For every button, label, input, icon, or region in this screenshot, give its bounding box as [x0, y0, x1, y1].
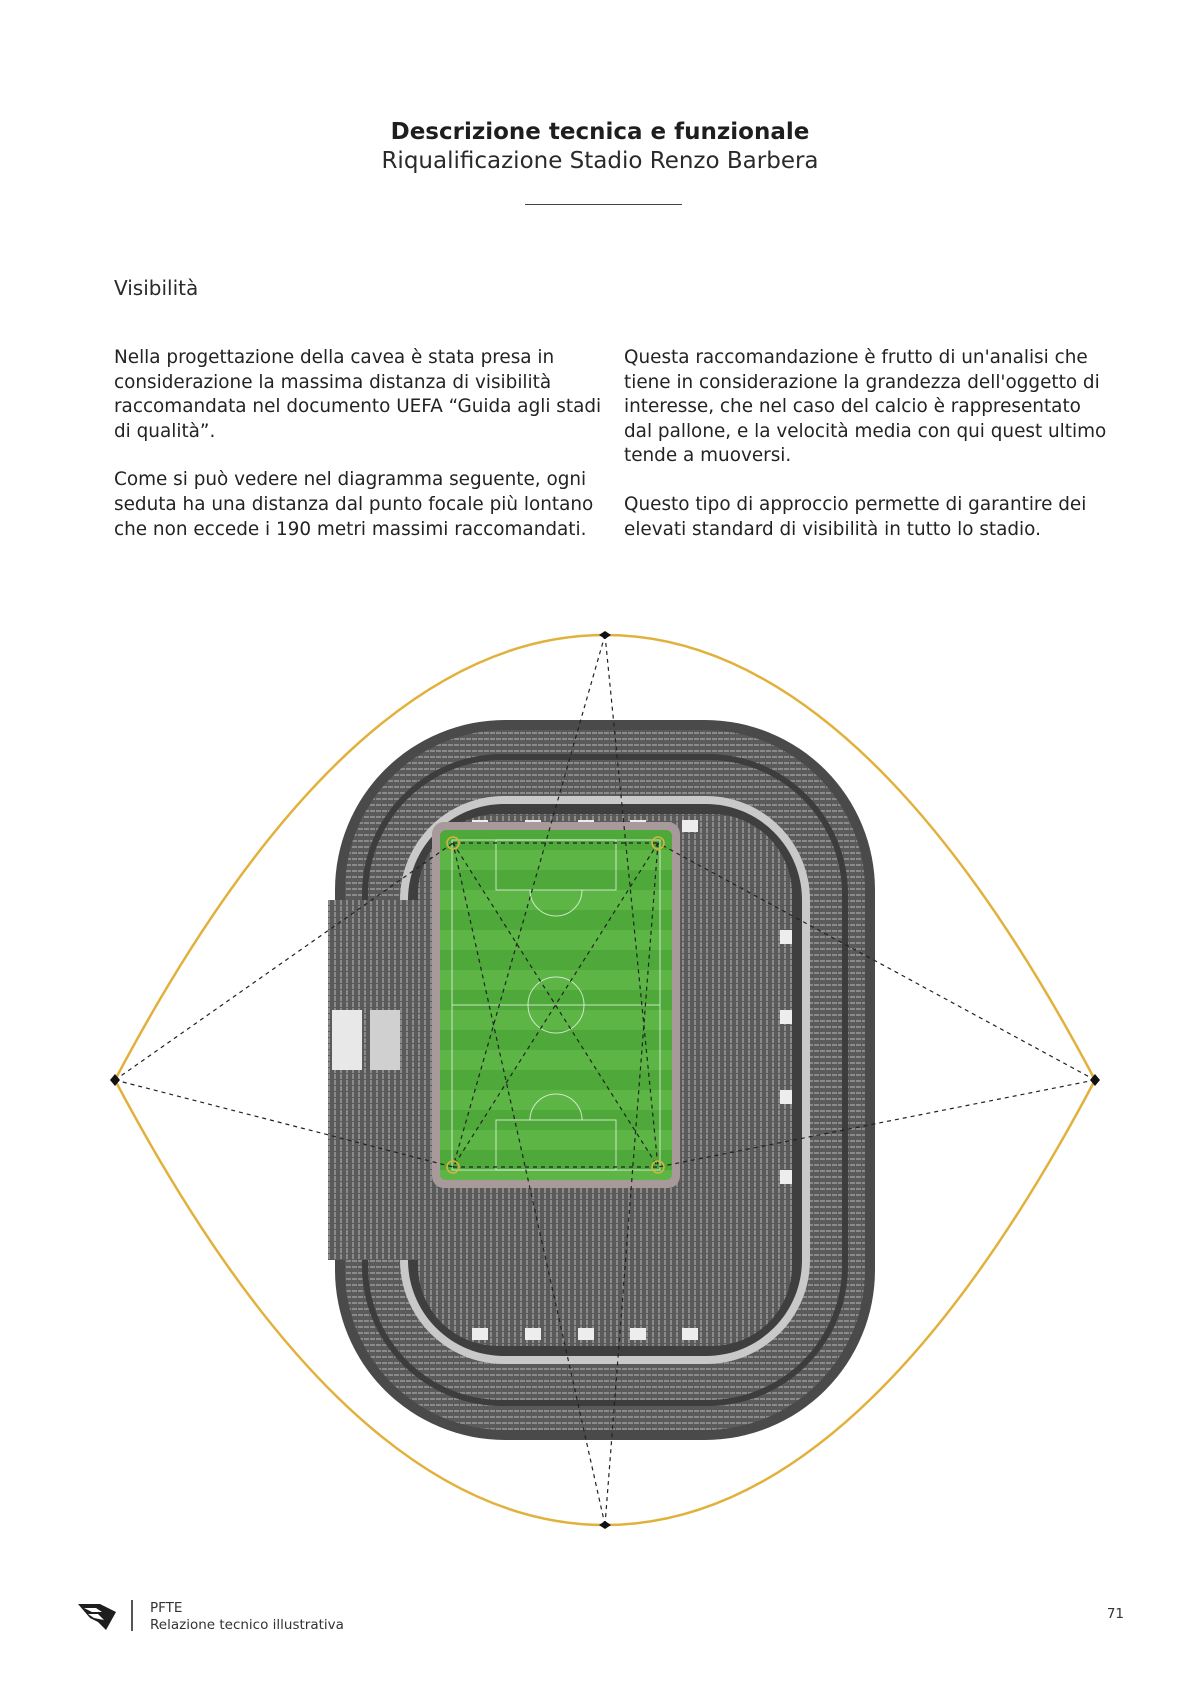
visibility-diagram	[100, 630, 1100, 1530]
paragraph: Questo tipo di approccio permette di garantire dei elevati standard di visibilità in tutto lo stadio.	[624, 493, 1087, 540]
right-text-column	[624, 346, 1114, 566]
paragraph: Come si può vedere nel diagramma seguente, ogni seduta ha una distanza dal punto focale più lontano che non eccede i 190 metri massimi raccomandati.	[114, 469, 594, 540]
eagle-logo-icon	[76, 1596, 120, 1632]
document-title: Descrizione tecnica e funzionale	[390, 119, 810, 145]
header-divider	[525, 204, 682, 205]
left-text-column	[114, 346, 604, 566]
section-title: Visibilità	[114, 276, 199, 300]
page-header	[0, 118, 1200, 177]
footer-line-1: PFTE	[150, 1600, 183, 1616]
football-pitch	[432, 822, 680, 1188]
paragraph: Nella progettazione della cavea è stata presa in considerazione la massima distanza di visibilità raccomandata nel documento UEFA “Guida agli stadi di qualità”.	[114, 347, 602, 442]
footer-line-2: Relazione tecnico illustrativa	[150, 1617, 344, 1633]
footer-divider	[131, 1600, 133, 1631]
document-subtitle: Riqualificazione Stadio Renzo Barbera	[381, 147, 819, 174]
page-number: 71	[1106, 1606, 1124, 1622]
paragraph: Questa raccomandazione è frutto di un'analisi che tiene in considerazione la grandezza dell'oggetto di interesse, che nel caso del calcio è rappresentato dal pallone, e la velocità media con qui quest ultimo tende a muoversi.	[624, 347, 1107, 467]
footer-caption	[150, 1600, 344, 1634]
